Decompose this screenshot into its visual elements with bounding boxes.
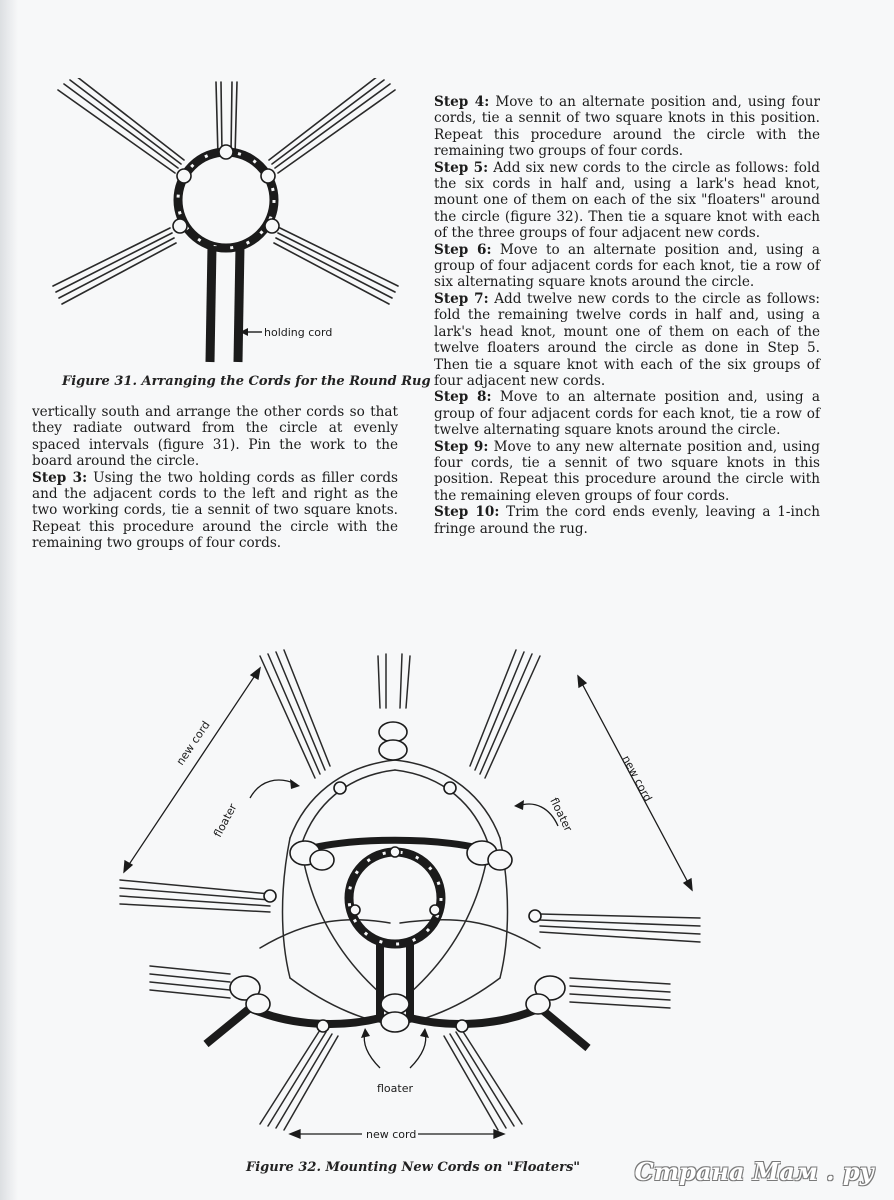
holding-cord-label: holding cord bbox=[264, 326, 333, 339]
step-9-text: Move to any new alternate position and, using four cords, tie a sennit of two square knots in this position. Repeat this procedure around the circle with the remaining eleven groups of four cords. bbox=[434, 438, 820, 504]
figure-32-illustration bbox=[110, 648, 710, 1158]
new-cord-dimension-left bbox=[124, 668, 260, 872]
step-8-label: Step 8: bbox=[434, 389, 492, 406]
outer-cords-lower-right bbox=[570, 978, 670, 1008]
step-5-paragraph bbox=[434, 160, 820, 242]
step-6-text: Move to an alternate position and, using a group of four adjacent cords for each knot, tie a row of six alternating square knots around the circle. bbox=[434, 241, 820, 291]
site-watermark: Страна Мам . ру bbox=[634, 1157, 874, 1186]
figure-32-caption: Figure 32. Mounting New Cords on "Floaters" bbox=[246, 1160, 581, 1175]
step-6-label: Step 6: bbox=[434, 241, 492, 258]
step-6-paragraph bbox=[434, 242, 820, 291]
larks-head-knots bbox=[173, 145, 279, 233]
cords-upper-left bbox=[58, 78, 184, 173]
square-knots bbox=[230, 722, 565, 1032]
right-column bbox=[434, 94, 820, 537]
step-9-label: Step 9: bbox=[434, 438, 489, 455]
outer-cords-top bbox=[378, 654, 410, 708]
outer-cords-right bbox=[540, 914, 700, 942]
step-8-paragraph bbox=[434, 389, 820, 438]
figure-31-caption: Figure 31. Arranging the Cords for the Round Rug bbox=[62, 374, 431, 389]
step-3-paragraph bbox=[32, 470, 398, 552]
holding-cord-pointer bbox=[240, 328, 262, 336]
outer-cords-upper-left bbox=[260, 650, 330, 778]
knot-lower-left bbox=[230, 976, 270, 1014]
figure-31-illustration bbox=[50, 78, 400, 368]
knot-bottom bbox=[381, 994, 409, 1032]
step-3-text: Using the two holding cords as filler cords and the adjacent cords to the left and right as the two working cords, tie a sennit of two square knots. Repeat this procedure around the circle with the remaining two groups of four cords. bbox=[32, 469, 398, 552]
step-4-paragraph bbox=[434, 94, 820, 160]
step-9-paragraph bbox=[434, 439, 820, 505]
new-cord-label-bottom: new cord bbox=[366, 1128, 417, 1141]
cords-lower-left bbox=[53, 228, 176, 304]
step-10-label: Step 10: bbox=[434, 504, 500, 521]
step-10-text: Trim the cord ends evenly, leaving a 1-inch fringe around the rug. bbox=[434, 504, 820, 537]
step-4-label: Step 4: bbox=[434, 94, 490, 110]
step-5-text: Add six new cords to the circle as follows: fold the six cords in half and, using a lark's head knot, mount one of them on each of the six "floaters" around the circle (figure 32). Then tie a square knot with each of the three groups of four adjacent new cords. bbox=[434, 159, 821, 242]
cords-upper-right bbox=[269, 78, 395, 173]
step-4-text: Move to an alternate position and, using four cords, tie a sennit of two square knots in this position. Repeat this procedure around the circle with the remaining two groups of four cords. bbox=[434, 94, 820, 160]
outer-cords-left bbox=[120, 880, 270, 912]
floater-label-left: floater bbox=[211, 801, 240, 840]
step-7-text: Add twelve new cords to the circle as follows: fold the remaining twelve cords in half and, using a lark's head knot, mount one of them on each of the twelve floaters around the circle as done in Step 5. Then tie a square knot with each of the six groups of four adjacent new cords. bbox=[434, 290, 820, 389]
new-cord-label-right: new cord bbox=[619, 753, 655, 804]
floater-label-right: floater bbox=[547, 795, 575, 834]
step-7-label: Step 7: bbox=[434, 290, 489, 307]
outer-cords-upper-right bbox=[470, 650, 540, 778]
page-edge-shadow bbox=[0, 0, 18, 1200]
outer-cords-bottom-left bbox=[260, 1030, 338, 1130]
floater-label-bottom: floater bbox=[377, 1082, 414, 1095]
left-column bbox=[32, 404, 398, 552]
intro-paragraph: vertically south and arrange the other cords so that they radiate outward from the circle at evenly spaced intervals (figure 31). Pin the work to the board around the circle. bbox=[32, 404, 398, 470]
step-7-paragraph bbox=[434, 291, 820, 389]
step-5-label: Step 5: bbox=[434, 159, 489, 176]
outer-cords-lower-left bbox=[150, 966, 230, 998]
step-3-label: Step 3: bbox=[32, 469, 88, 486]
step-8-text: Move to an alternate position and, using a group of four adjacent cords for each knot, tie a row of twelve alternating square knots around the circle. bbox=[434, 389, 820, 439]
knot-lower-right bbox=[526, 976, 565, 1014]
holding-cord-ring bbox=[178, 152, 274, 362]
knot-top bbox=[379, 722, 407, 760]
step-10-paragraph bbox=[434, 504, 820, 537]
cords-lower-right bbox=[274, 228, 398, 304]
floater-network bbox=[260, 760, 540, 1024]
knot-upper-right bbox=[467, 841, 512, 870]
outer-cords-bottom-right bbox=[444, 1030, 522, 1130]
new-cord-label-left: new cord bbox=[173, 718, 213, 768]
